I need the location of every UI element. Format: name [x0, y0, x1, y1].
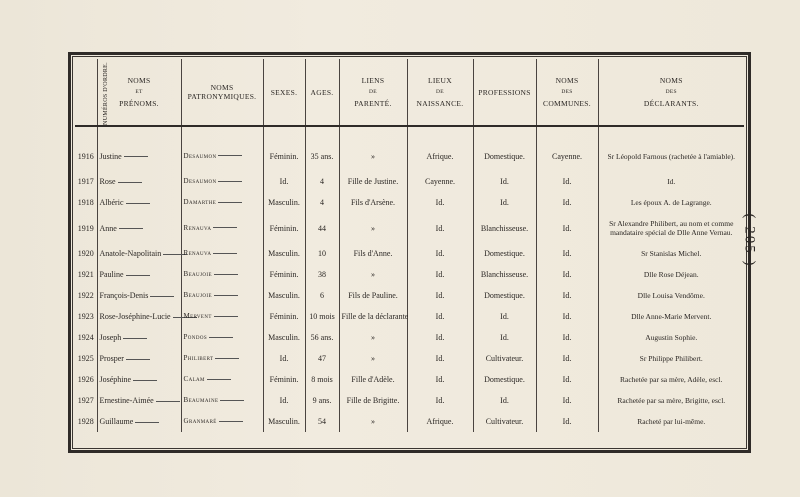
- cell-patronymic-name: Desaumon: [181, 171, 263, 192]
- cell-sex: Masculin.: [263, 327, 305, 348]
- cell-row-number: 1921: [77, 270, 94, 279]
- cell-first-names: Joséphine: [97, 369, 181, 390]
- cell-commune: Id.: [536, 171, 598, 192]
- cell-profession: Id.: [473, 192, 536, 213]
- header-professions: PROFESSIONS: [473, 59, 536, 126]
- table-row: [75, 264, 744, 285]
- page-number: ( 205 ): [741, 213, 758, 268]
- cell-first-names: Rose-Joséphine-Lucie: [97, 306, 181, 327]
- cell-kinship: »: [339, 264, 407, 285]
- cell-declarant: Augustin Sophie.: [598, 327, 744, 348]
- leader-line: [213, 253, 237, 254]
- leader-line: [218, 202, 242, 203]
- table-row: [75, 390, 744, 411]
- cell-birthplace: Id.: [407, 264, 473, 285]
- cell-sex: Id.: [263, 171, 305, 192]
- leader-line: [126, 203, 150, 204]
- cell-sex: Féminin.: [263, 213, 305, 243]
- leader-line: [133, 380, 157, 381]
- cell-profession: Blanchisseuse.: [473, 213, 536, 243]
- cell-row-number: 1923: [77, 312, 94, 321]
- cell-profession: Domestique.: [473, 243, 536, 264]
- cell-row-number: 1920: [77, 249, 94, 258]
- leader-line: [214, 316, 238, 317]
- cell-first-names: Ernestine-Aimée: [97, 390, 181, 411]
- cell-sex: Masculin.: [263, 243, 305, 264]
- table-row: [75, 171, 744, 192]
- cell-birthplace: Id.: [407, 243, 473, 264]
- cell-birthplace: Cayenne.: [407, 171, 473, 192]
- cell-profession: Id.: [473, 306, 536, 327]
- cell-age: 4: [305, 192, 339, 213]
- cell-commune: Cayenne.: [536, 141, 598, 171]
- cell-profession: Domestique.: [473, 141, 536, 171]
- cell-declarant: Sr Philippe Philibert.: [598, 348, 744, 369]
- leader-line: [218, 155, 242, 156]
- cell-commune: Id.: [536, 264, 598, 285]
- header-liens: LIENS DE PARENTÉ.: [339, 59, 407, 126]
- leader-line: [220, 400, 244, 401]
- cell-profession: Cultivateur.: [473, 411, 536, 432]
- leader-line: [214, 295, 238, 296]
- cell-age: 38: [305, 264, 339, 285]
- leader-line: [124, 156, 148, 157]
- header-noms-patronymiques: NOMS PATRONYMIQUES.: [181, 59, 263, 126]
- register-table: [75, 59, 744, 432]
- cell-sex: Id.: [263, 390, 305, 411]
- cell-first-names: Anne: [97, 213, 181, 243]
- cell-age: 47: [305, 348, 339, 369]
- cell-declarant: Rachetée par sa mère, Brigitte, escl.: [598, 390, 744, 411]
- cell-declarant: Sr Stanislas Michel.: [598, 243, 744, 264]
- cell-patronymic-name: Damarthe: [181, 192, 263, 213]
- cell-age: 8 mois: [305, 369, 339, 390]
- cell-birthplace: Id.: [407, 306, 473, 327]
- cell-kinship: Fille de la déclarante: [339, 306, 407, 327]
- cell-first-names: Pauline: [97, 264, 181, 285]
- register-rows: [75, 126, 744, 432]
- table-row: [75, 411, 744, 432]
- cell-birthplace: Id.: [407, 213, 473, 243]
- leader-line: [150, 296, 174, 297]
- cell-kinship: »: [339, 327, 407, 348]
- cell-age: 6: [305, 285, 339, 306]
- cell-kinship: Fils de Pauline.: [339, 285, 407, 306]
- leader-line: [135, 422, 159, 423]
- cell-patronymic-name: Pondos: [181, 327, 263, 348]
- cell-row-number: 1926: [77, 375, 94, 384]
- cell-sex: Féminin.: [263, 306, 305, 327]
- table-row: [75, 306, 744, 327]
- cell-declarant: Sr Alexandre Philibert, au nom et comme mandataire spécial de Dlle Anne Vernau.: [598, 213, 744, 243]
- cell-kinship: Fille d'Adèle.: [339, 369, 407, 390]
- cell-birthplace: Id.: [407, 285, 473, 306]
- cell-kinship: Fils d'Anne.: [339, 243, 407, 264]
- cell-birthplace: Id.: [407, 369, 473, 390]
- header-lieux: LIEUX DE NAISSANCE.: [407, 59, 473, 126]
- cell-commune: Id.: [536, 306, 598, 327]
- cell-patronymic-name: Philibert: [181, 348, 263, 369]
- cell-first-names: Guillaume: [97, 411, 181, 432]
- cell-first-names: Rose: [97, 171, 181, 192]
- cell-first-names: Joseph: [97, 327, 181, 348]
- cell-sex: Masculin.: [263, 192, 305, 213]
- cell-declarant: Rachetée par sa mère, Adèle, escl.: [598, 369, 744, 390]
- cell-first-names: Justine: [97, 141, 181, 171]
- cell-patronymic-name: Renauva: [181, 243, 263, 264]
- cell-declarant: Les époux A. de Lagrange.: [598, 192, 744, 213]
- cell-first-names: Albéric: [97, 192, 181, 213]
- cell-declarant: Id.: [598, 171, 744, 192]
- cell-birthplace: Id.: [407, 327, 473, 348]
- leader-line: [119, 228, 143, 229]
- header-noms-prenoms: NOMS ET PRÉNOMS.: [97, 59, 181, 126]
- cell-sex: Masculin.: [263, 411, 305, 432]
- cell-row-number: 1918: [77, 198, 94, 207]
- cell-age: 10 mois: [305, 306, 339, 327]
- cell-profession: Domestique.: [473, 285, 536, 306]
- cell-first-names: François-Denis: [97, 285, 181, 306]
- cell-commune: Id.: [536, 213, 598, 243]
- header-sexes: SEXES.: [263, 59, 305, 126]
- cell-patronymic-name: Beaujoie: [181, 285, 263, 306]
- cell-commune: Id.: [536, 369, 598, 390]
- cell-declarant: Sr Léopold Farnous (rachetée à l'amiable).: [598, 141, 744, 171]
- cell-age: 9 ans.: [305, 390, 339, 411]
- spacer-row: [75, 126, 744, 141]
- cell-row-number: 1922: [77, 291, 94, 300]
- cell-declarant: Racheté par lui-même.: [598, 411, 744, 432]
- cell-first-names: Prosper: [97, 348, 181, 369]
- cell-row-number: 1925: [77, 354, 94, 363]
- cell-kinship: »: [339, 141, 407, 171]
- cell-declarant: Dlle Rose Déjean.: [598, 264, 744, 285]
- header-row: [75, 59, 744, 126]
- leader-line: [156, 401, 180, 402]
- leader-line: [218, 181, 242, 182]
- cell-row-number: 1916: [77, 151, 94, 161]
- cell-row-number: 1917: [77, 177, 94, 186]
- leader-line: [123, 338, 147, 339]
- cell-patronymic-name: Mervent: [181, 306, 263, 327]
- cell-declarant: Dlle Anne-Marie Mervent.: [598, 306, 744, 327]
- cell-age: 56 ans.: [305, 327, 339, 348]
- cell-birthplace: Afrique.: [407, 411, 473, 432]
- cell-row-number: 1927: [77, 396, 94, 405]
- cell-declarant: Dlle Louisa Vendôme.: [598, 285, 744, 306]
- cell-sex: Id.: [263, 348, 305, 369]
- table-row: [75, 141, 744, 171]
- cell-kinship: »: [339, 213, 407, 243]
- cell-birthplace: Afrique.: [407, 141, 473, 171]
- cell-patronymic-name: Desaumon: [181, 141, 263, 171]
- cell-birthplace: Id.: [407, 192, 473, 213]
- cell-patronymic-name: Beaujoie: [181, 264, 263, 285]
- cell-commune: Id.: [536, 411, 598, 432]
- leader-line: [207, 379, 231, 380]
- header-ages: AGES.: [305, 59, 339, 126]
- header-declarants: NOMS DES DÉCLARANTS.: [598, 59, 744, 126]
- cell-kinship: Fils d'Arsène.: [339, 192, 407, 213]
- cell-profession: Id.: [473, 171, 536, 192]
- cell-patronymic-name: Calam: [181, 369, 263, 390]
- cell-row-number: 1928: [77, 417, 94, 426]
- cell-sex: Féminin.: [263, 264, 305, 285]
- cell-profession: Domestique.: [473, 369, 536, 390]
- leader-line: [126, 275, 150, 276]
- cell-age: 10: [305, 243, 339, 264]
- cell-kinship: »: [339, 348, 407, 369]
- cell-age: 35 ans.: [305, 141, 339, 171]
- table-row: [75, 348, 744, 369]
- cell-first-names: Anatole-Napolitain: [97, 243, 181, 264]
- cell-commune: Id.: [536, 192, 598, 213]
- cell-age: 54: [305, 411, 339, 432]
- cell-commune: Id.: [536, 348, 598, 369]
- cell-kinship: Fille de Justine.: [339, 171, 407, 192]
- cell-commune: Id.: [536, 327, 598, 348]
- leader-line: [126, 359, 150, 360]
- cell-sex: Masculin.: [263, 285, 305, 306]
- table-row: [75, 243, 744, 264]
- cell-kinship: »: [339, 411, 407, 432]
- cell-commune: Id.: [536, 243, 598, 264]
- cell-sex: Féminin.: [263, 369, 305, 390]
- cell-profession: Cultivateur.: [473, 348, 536, 369]
- cell-patronymic-name: Beaumaine: [181, 390, 263, 411]
- cell-birthplace: Id.: [407, 348, 473, 369]
- header-numeros: NUMÉROS D'ORDRE.: [75, 59, 97, 126]
- leader-line: [118, 182, 142, 183]
- cell-profession: Id.: [473, 327, 536, 348]
- cell-sex: Féminin.: [263, 141, 305, 171]
- table-row: [75, 192, 744, 213]
- cell-kinship: Fille de Brigitte.: [339, 390, 407, 411]
- cell-age: 4: [305, 171, 339, 192]
- cell-row-number: 1924: [77, 333, 94, 342]
- table-row: [75, 327, 744, 348]
- table-row: [75, 285, 744, 306]
- table-row: [75, 213, 744, 243]
- leader-line: [219, 421, 243, 422]
- cell-row-number: 1919: [77, 223, 94, 233]
- leader-line: [214, 274, 238, 275]
- cell-profession: Blanchisseuse.: [473, 264, 536, 285]
- cell-profession: Id.: [473, 390, 536, 411]
- cell-age: 44: [305, 213, 339, 243]
- leader-line: [213, 227, 237, 228]
- leader-line: [209, 337, 233, 338]
- table-row: [75, 369, 744, 390]
- cell-patronymic-name: Granmaré: [181, 411, 263, 432]
- leader-line: [215, 358, 239, 359]
- cell-commune: Id.: [536, 390, 598, 411]
- cell-commune: Id.: [536, 285, 598, 306]
- cell-patronymic-name: Renauva: [181, 213, 263, 243]
- cell-birthplace: Id.: [407, 390, 473, 411]
- header-communes: NOMS DES COMMUNES.: [536, 59, 598, 126]
- register-table-frame: [68, 52, 751, 453]
